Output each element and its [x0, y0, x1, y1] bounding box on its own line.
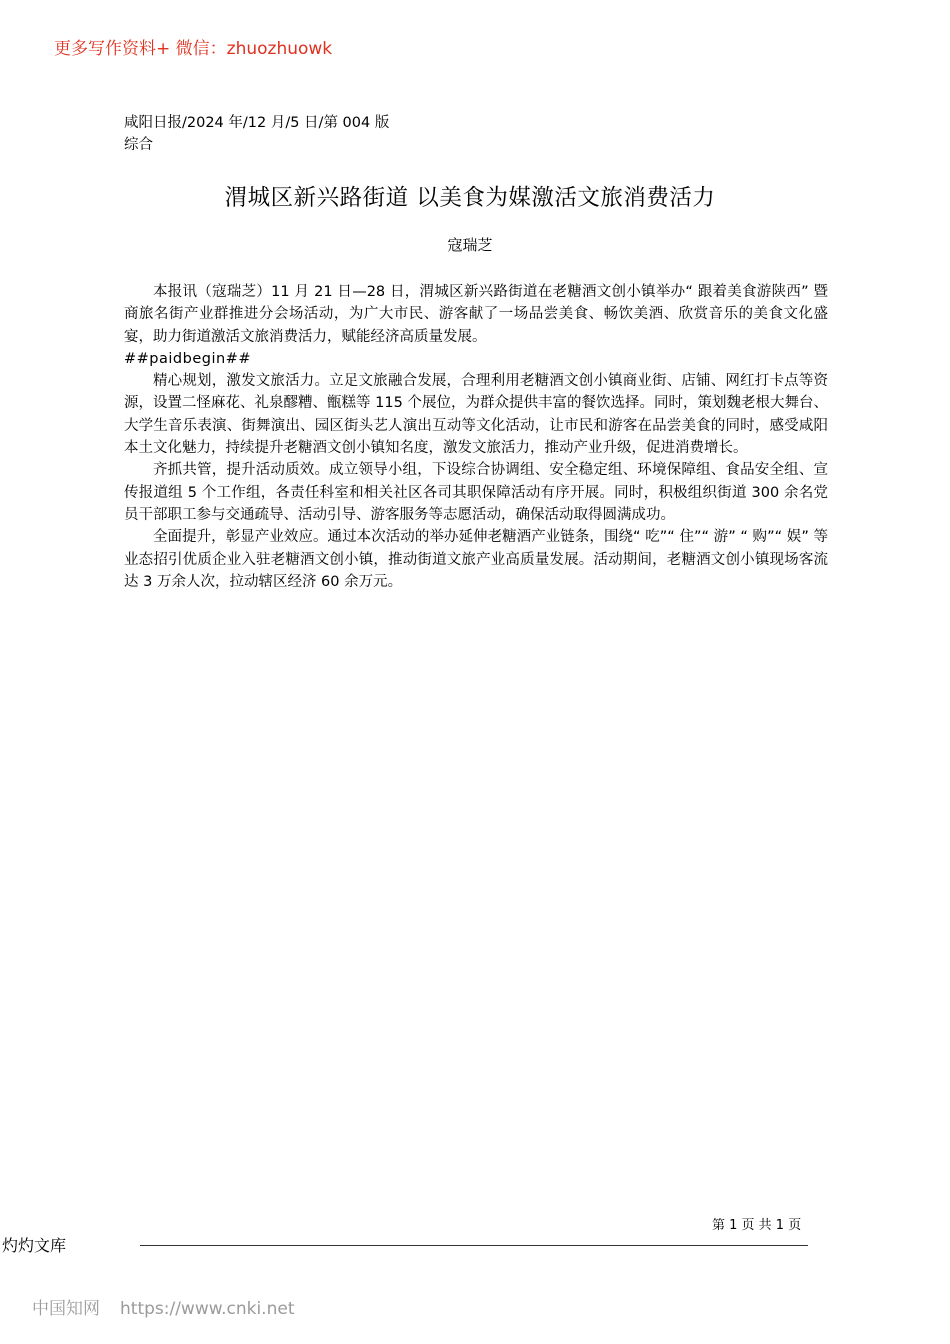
watermark-label: 灼灼文库 — [2, 1236, 67, 1255]
article-body — [124, 281, 828, 593]
body-paragraph: 全面提升，彰显产业效应。通过本次活动的举办延伸老糖酒产业链条，围绕“ 吃”“ 住”“ 游” “ 购”“ 娱” 等业态招引优质企业入驻老糖酒文创小镇，推动街道文旅产业高质量发展。活动期间，老糖酒文创小镇现场客流达 3 万余人次，拉动辖区经济 60 余万元。 — [124, 529, 828, 590]
footer-divider — [140, 1245, 808, 1246]
footer-url-link[interactable]: https://www.cnki.net — [120, 1299, 295, 1319]
footer — [32, 1294, 294, 1319]
paid-marker: ##paidbegin## — [124, 350, 251, 367]
lead-paragraph: 本报讯（寇瑞芝）11 月 21 日—28 日，渭城区新兴路街道在老糖酒文创小镇举办“ 跟着美食游陕西” 暨商旅名街产业群推进分会场活动，为广大市民、游客献了一场品尝美食、畅饮美酒、欣赏音乐的美食文化盛宴，助力街道激活文旅消费活力，赋能经济高质量发展。 — [124, 284, 828, 345]
source-line: 咸阳日报/2024 年/12 月/5 日/第 004 版综合 — [124, 115, 390, 153]
body-paragraph: 齐抓共管，提升活动质效。成立领导小组，下设综合协调组、安全稳定组、环境保障组、食品安全组、宣传报道组 5 个工作组，各责任科室和相关社区各司其职保障活动有序开展。同时，积极组织街道 300 余名党员干部职工参与交通疏导、活动引导、游客服务等志愿活动，确保活动取得圆满成功。 — [124, 462, 828, 523]
footer-site-name: 中国知网 — [32, 1299, 100, 1319]
page-number: 第 1 页 共 1 页 — [712, 1218, 802, 1233]
promo-banner: 更多写作资料+ 微信：zhuozhuowk — [54, 39, 333, 59]
article-author: 寇瑞芝 — [447, 236, 493, 254]
article-title: 渭城区新兴路街道 以美食为媒激活文旅消费活力 — [224, 185, 716, 211]
body-paragraph: 精心规划，激发文旅活力。立足文旅融合发展，合理利用老糖酒文创小镇商业街、店铺、网红打卡点等资源，设置二怪麻花、礼泉醪糟、甑糕等 115 个展位，为群众提供丰富的餐饮选择。同时，策划魏老根大舞台、大学生音乐表演、街舞演出、园区街头艺人演出互动等文化活动，让市民和游客在品尝美食的同时，感受咸阳本土文化魅力，持续提升老糖酒文创小镇知名度，激发文旅活力，推动产业升级，促进消费增长。 — [124, 373, 828, 457]
